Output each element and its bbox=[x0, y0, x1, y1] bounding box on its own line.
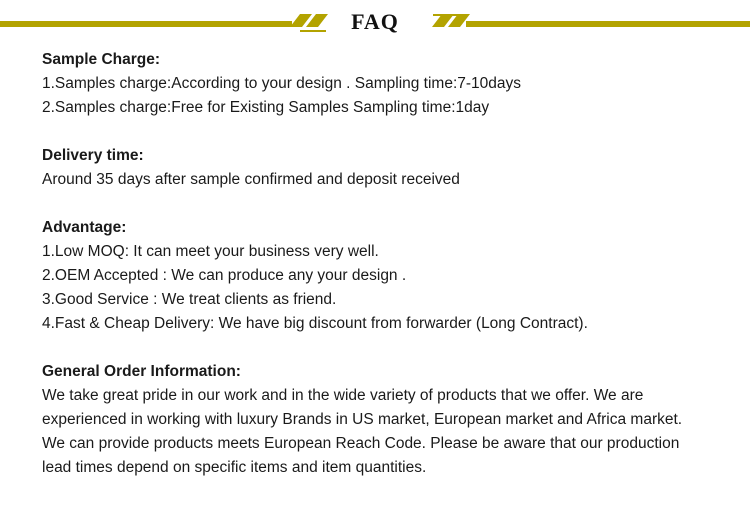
section-heading: General Order Information: bbox=[42, 363, 241, 380]
text-line: experienced in working with luxury Brands in US market, European market and Africa market. bbox=[42, 411, 683, 428]
section-advantage bbox=[42, 216, 732, 336]
section-sample-charge bbox=[42, 48, 732, 120]
section-delivery-time bbox=[42, 144, 732, 192]
text-line: We can provide products meets European Reach Code. Please be aware that our production bbox=[42, 435, 680, 452]
text-line: 4.Fast & Cheap Delivery: We have big discount from forwarder (Long Contract). bbox=[42, 315, 588, 332]
text-line: 2.OEM Accepted : We can produce any your design . bbox=[42, 267, 407, 284]
section-heading: Sample Charge: bbox=[42, 51, 161, 68]
text-line: 1.Samples charge:According to your design . Sampling time:7-10days bbox=[42, 75, 522, 92]
section-heading: Advantage: bbox=[42, 219, 127, 236]
section-general-order-information bbox=[42, 360, 732, 480]
section-heading: Delivery time: bbox=[42, 147, 144, 164]
faq-header bbox=[0, 0, 750, 44]
text-line: 2.Samples charge:Free for Existing Samples Sampling time:1day bbox=[42, 99, 490, 116]
text-line: 1.Low MOQ: It can meet your business very well. bbox=[42, 243, 379, 260]
text-line: Around 35 days after sample confirmed and deposit received bbox=[42, 171, 460, 188]
text-line: We take great pride in our work and in the wide variety of products that we offer. We are bbox=[42, 387, 644, 404]
text-line: lead times depend on specific items and item quantities. bbox=[42, 459, 427, 476]
text-line: 3.Good Service : We treat clients as friend. bbox=[42, 291, 337, 308]
page-title: FAQ bbox=[351, 9, 399, 34]
faq-content bbox=[42, 48, 732, 504]
